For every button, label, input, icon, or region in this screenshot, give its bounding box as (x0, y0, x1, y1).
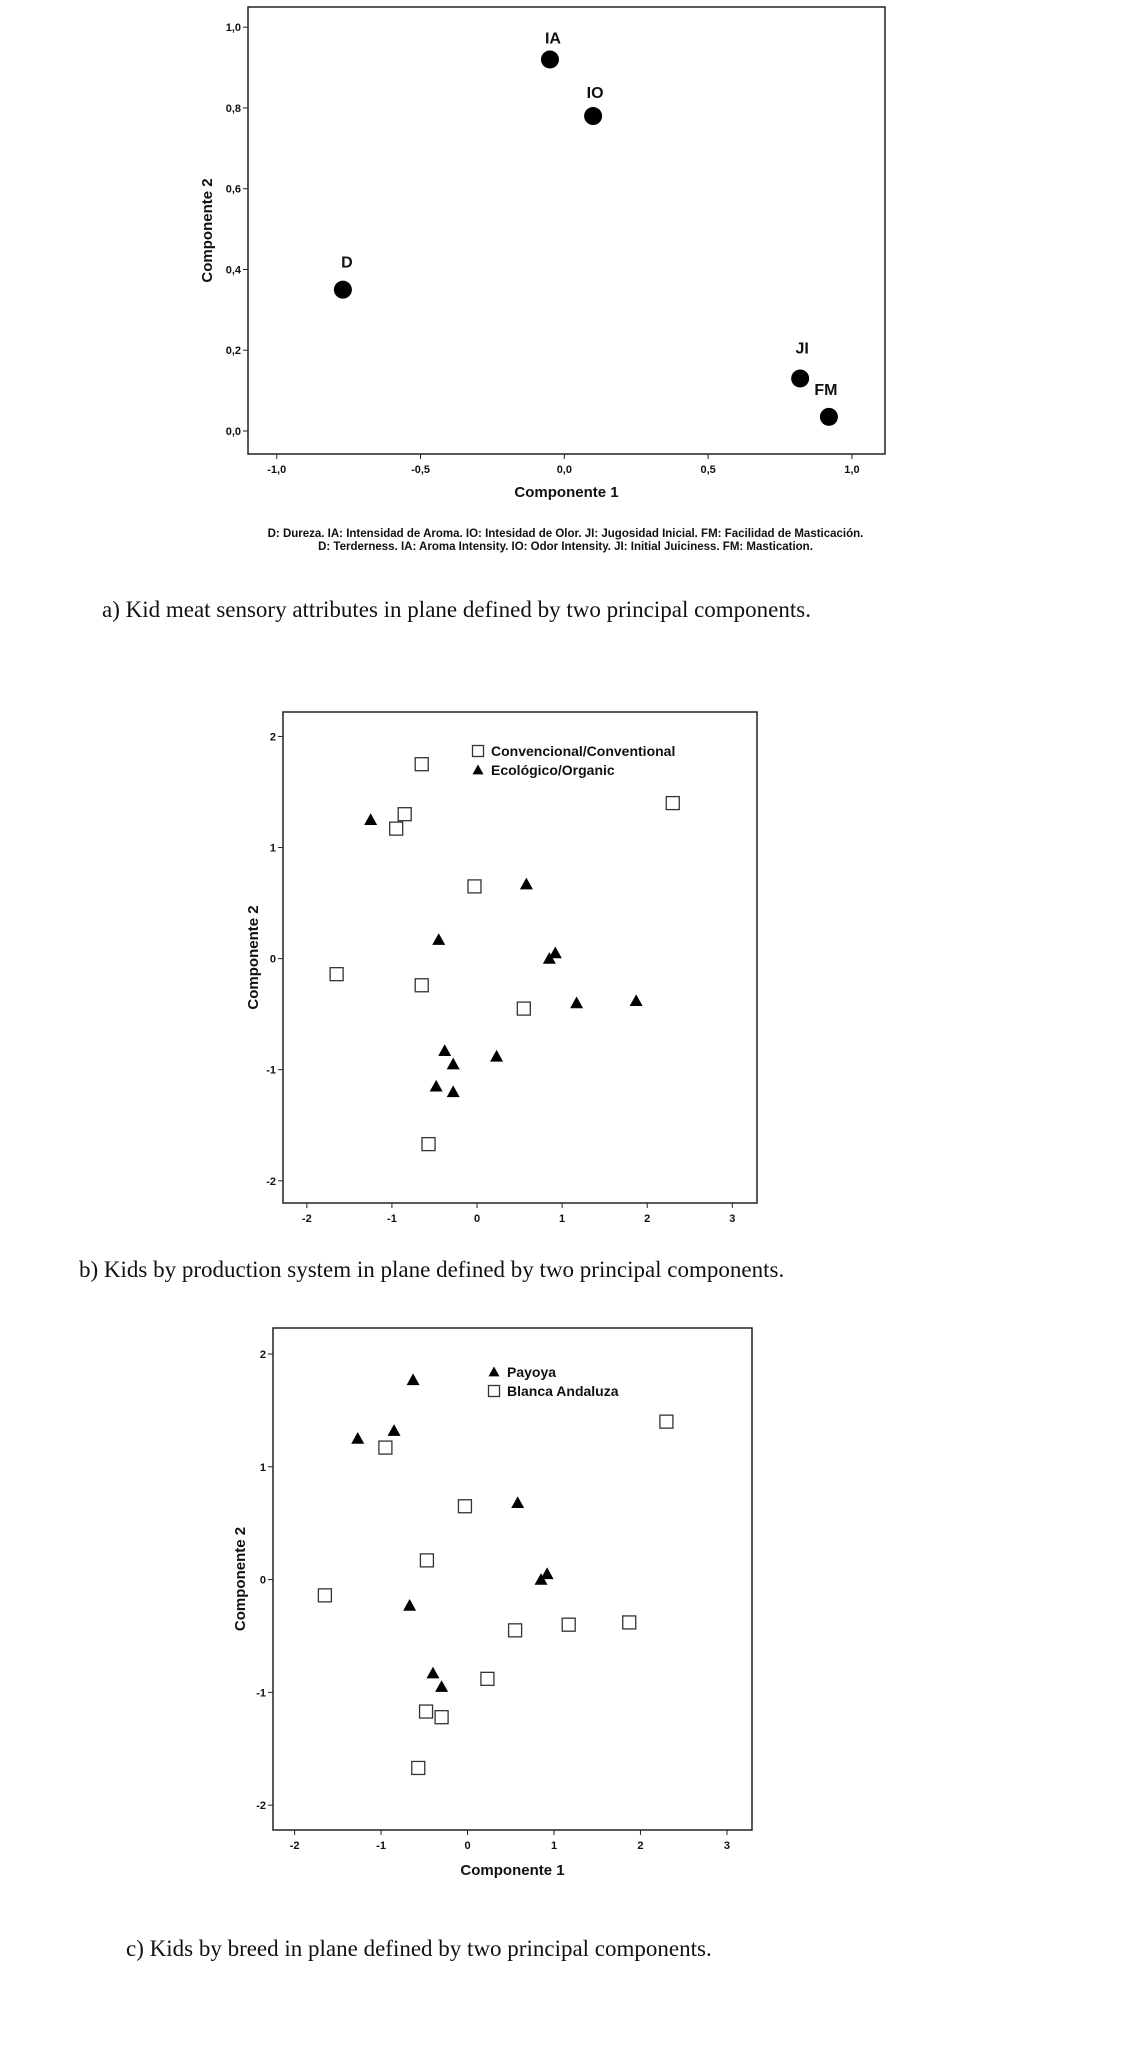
chart-a-point-circle (820, 408, 838, 426)
chart-a-x-tick-label: -0,5 (411, 464, 431, 476)
chart-c-point-square (412, 1761, 425, 1774)
chart-a-x-tick-label: -1,0 (267, 464, 287, 476)
chart-c-point-square (420, 1705, 433, 1718)
chart-a-x-axis-label: Componente 1 (514, 484, 619, 501)
chart-a-y-tick-label: 0,6 (225, 183, 241, 196)
chart-c-plot-frame (273, 1328, 752, 1830)
chart-c-x-tick-label: -1 (376, 1840, 386, 1852)
chart-c-point-square (660, 1415, 673, 1428)
chart-a-point-label: IA (544, 30, 561, 48)
chart-a-point-label: IO (586, 85, 604, 103)
chart-c-y-tick-label: 2 (259, 1348, 266, 1361)
chart-b-x-tick-label: 1 (559, 1213, 566, 1225)
chart-c-x-axis-label: Componente 1 (460, 1862, 565, 1879)
chart-b-point-square (666, 797, 679, 810)
chart-c-y-axis-label: Componente 2 (232, 1526, 249, 1632)
chart-c-point-square (509, 1624, 522, 1637)
chart-b-x-tick-label: 0 (473, 1213, 481, 1225)
chart-b-point-square (517, 1002, 530, 1015)
chart-c-x-tick-label: 1 (550, 1840, 558, 1852)
chart-b-point-square (415, 758, 428, 771)
chart-c-point-square (318, 1589, 331, 1602)
chart-a-x-tick-label: 0,0 (556, 464, 572, 476)
chart-c-point-square (435, 1711, 448, 1724)
chart-c-point-square (420, 1554, 433, 1567)
chart-c-x-tick-label: -2 (289, 1840, 300, 1852)
chart-c-x-tick-label: 3 (723, 1840, 730, 1852)
chart-c-x-tick-label: 2 (637, 1840, 644, 1852)
chart-b-x-tick-label: 2 (644, 1213, 651, 1225)
caption-c: c) Kids by breed in plane defined by two principal components. (126, 1936, 712, 1961)
chart-b-legend-label: Convencional/Conventional (491, 743, 676, 759)
chart-c-x-tick-label: 0 (464, 1840, 471, 1852)
chart-b-point-square (398, 808, 411, 821)
chart-b-y-tick-label: -1 (266, 1064, 276, 1077)
chart-b-x-tick-label: -1 (387, 1213, 397, 1225)
chart-b-point-square (415, 979, 428, 992)
chart-a-note-es: D: Dureza. IA: Intensidad de Aroma. IO: Intesidad de Olor. JI: Jugosidad Inicial. FM: Facilidad de Masticación. (267, 528, 864, 540)
chart-b-point-square (330, 968, 343, 981)
chart-b-point-square (468, 880, 481, 893)
chart-a-x-tick-label: 1,0 (844, 464, 860, 476)
chart-c-point-square (379, 1441, 392, 1454)
chart-b-x-tick-label: 3 (729, 1213, 736, 1225)
chart-b-point-square (422, 1138, 435, 1151)
chart-a-y-tick-label: 0,8 (225, 102, 241, 115)
chart-b-point-square (390, 822, 403, 835)
chart-a-point-circle (791, 369, 809, 387)
chart-a-plot-frame (248, 7, 885, 454)
chart-b-x-tick-label: -2 (301, 1213, 312, 1225)
chart-c-point-square (562, 1618, 575, 1631)
chart-a-y-tick-label: 0,0 (225, 425, 241, 438)
chart-a-point-label: JI (795, 340, 809, 358)
chart-a-point-circle (584, 107, 602, 125)
chart-b-y-axis-label: Componente 2 (245, 905, 262, 1010)
chart-a-point-circle (334, 281, 352, 299)
chart-c-legend-square-icon (489, 1386, 500, 1397)
chart-c-point-square (458, 1500, 471, 1513)
chart-c-y-tick-label: 0 (259, 1574, 266, 1587)
caption-b: b) Kids by production system in plane defined by two principal components. (79, 1257, 785, 1282)
chart-a-y-axis-label: Componente 2 (199, 178, 216, 283)
chart-c-legend-label: Blanca Andaluza (507, 1383, 619, 1399)
chart-a-y-tick-label: 1,0 (225, 22, 241, 35)
caption-a: a) Kid meat sensory attributes in plane defined by two principal components. (102, 597, 811, 622)
chart-a-point-circle (541, 50, 559, 68)
chart-b-y-tick-label: 1 (269, 842, 276, 855)
chart-a-point-label: D (341, 254, 353, 272)
chart-b-legend-square-icon (473, 746, 484, 757)
chart-a-y-tick-label: 0,2 (225, 345, 241, 358)
chart-c-point-square (481, 1672, 494, 1685)
chart-a-y-tick-label: 0,4 (225, 264, 241, 277)
chart-c-point-square (623, 1616, 636, 1629)
chart-b-y-tick-label: 2 (269, 731, 276, 744)
chart-c-y-tick-label: -1 (256, 1687, 266, 1700)
chart-b-y-tick-label: 0 (269, 953, 276, 966)
chart-b-y-tick-label: -2 (266, 1175, 276, 1188)
chart-a-note-en: D: Terderness. IA: Aroma Intensity. IO: Odor Intensity. JI: Initial Juiciness. FM: Mastication. (318, 541, 813, 553)
chart-c-y-tick-label: 1 (259, 1461, 266, 1474)
chart-a-x-tick-label: 0,5 (700, 464, 716, 476)
chart-c-legend-label: Payoya (507, 1364, 557, 1380)
chart-a-point-label: FM (814, 381, 838, 399)
chart-c-y-tick-label: -2 (256, 1800, 266, 1813)
chart-b-plot-frame (283, 712, 757, 1203)
chart-b-legend-label: Ecológico/Organic (491, 762, 615, 778)
